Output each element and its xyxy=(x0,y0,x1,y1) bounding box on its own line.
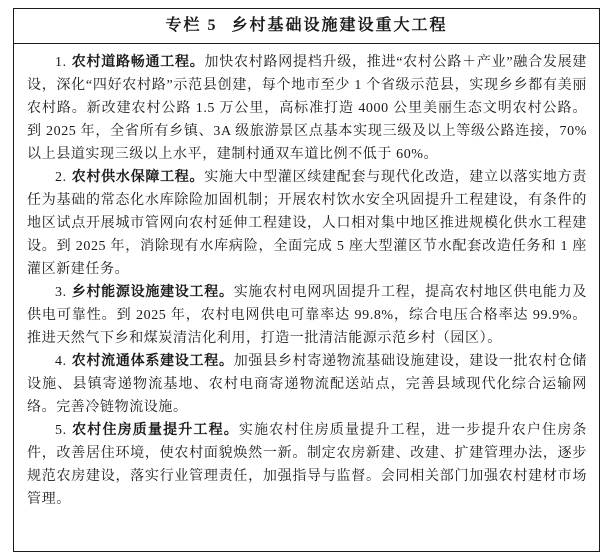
column-title-label: 专栏 5 xyxy=(165,17,218,34)
column-box xyxy=(13,8,600,552)
paragraph-4-body: 加强县乡村寄递物流基础设施建设，建设一批农村仓储设施、县镇寄递物流基地、农村电商寄递物流配送站点，完善县域现代化综合运输网络。完善冷链物流设施。 xyxy=(27,354,587,415)
column-body xyxy=(14,44,599,511)
paragraph-1-body: 加快农村路网提档升级，推进“农村公路＋产业”融合发展建设，深化“四好农村路”示范县创建，每个地市至少 1 个省级示范县，实现乡乡都有美丽农村路。新改建农村公路 1.5 万公里，高标准打造 4000 公里美丽生态文明农村公路。到 2025 年，全省所有乡镇、3A 级旅游景区点基本实现三级及以上等级公路连接，70%以上县道实现三级以上水平，建制村通双车道比例不低于 60%。 xyxy=(27,55,587,162)
paragraph-2-body: 实施大中型灌区续建配套与现代化改造，建立以落实地方责任为基础的常态化水库除险加固机制；开展农村饮水安全巩固提升工程建设，有条件的地区试点开展城市管网向农村延伸工程建设，人口相对集中地区推进规模化供水工程建设。到 2025 年，消除现有水库病险，全面完成 5 座大型灌区节水配套改造任务和 1 座灌区新建任务。 xyxy=(27,170,587,277)
paragraph-1-heading: 农村道路畅通工程。 xyxy=(71,55,205,70)
paragraph-3-heading: 乡村能源设施建设工程。 xyxy=(71,285,234,300)
paragraph-4-heading: 农村流通体系建设工程。 xyxy=(71,354,234,369)
paragraph-5-heading: 农村住房质量提升工程。 xyxy=(71,423,239,438)
paragraph-4-number: 4. xyxy=(55,354,67,369)
column-title-text: 乡村基础设施建设重大工程 xyxy=(231,17,448,34)
paragraph-3 xyxy=(27,281,587,350)
paragraph-1 xyxy=(27,51,587,166)
paragraph-5 xyxy=(27,419,587,511)
paragraph-2 xyxy=(27,166,587,281)
paragraph-3-body: 实施农村电网巩固提升工程，提高农村地区供电能力及供电可靠性。到 2025 年，农村电网供电可靠率达 99.8%，综合电压合格率达 99.9%。推进天然气下乡和煤炭清洁化利用，打造一批清洁能源示范乡村（园区）。 xyxy=(27,285,587,346)
paragraph-2-heading: 农村供水保障工程。 xyxy=(71,170,205,185)
paragraph-5-body: 实施农村住房质量提升工程，进一步提升农户住房条件，改善居住环境，使农村面貌焕然一新。制定农房新建、改建、扩建管理办法，逐步规范农房建设，落实行业管理责任，加强指导与监督。会同相关部门加强农村建材市场管理。 xyxy=(27,423,587,507)
paragraph-3-number: 3. xyxy=(55,285,67,300)
column-title xyxy=(14,9,599,44)
paragraph-5-number: 5. xyxy=(55,423,67,438)
paragraph-2-number: 2. xyxy=(55,170,67,185)
paragraph-4 xyxy=(27,350,587,419)
paragraph-1-number: 1. xyxy=(55,55,67,70)
